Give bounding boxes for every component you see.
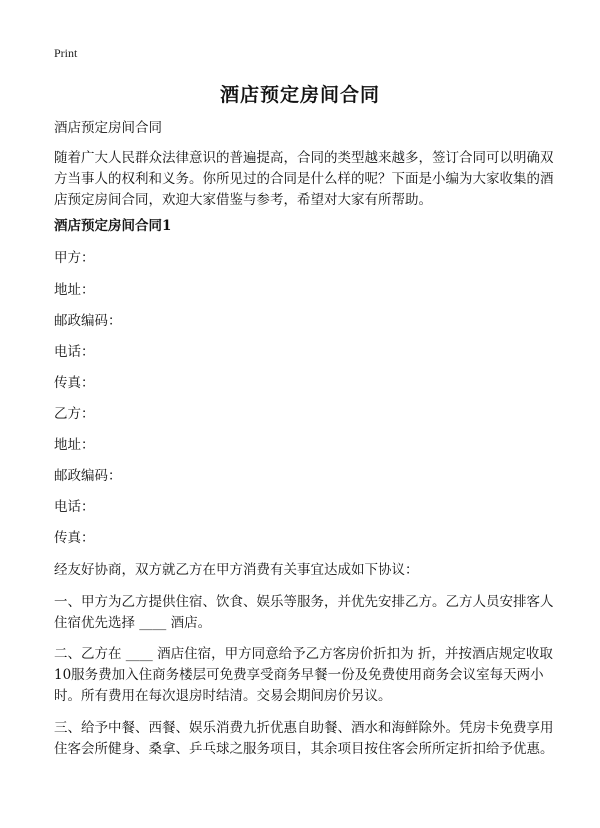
party-a-postcode: 邮政编码： bbox=[54, 313, 122, 329]
clause-1: 一、甲方为乙方提供住宿、饮食、娱乐等服务，并优先安排乙方。乙方人员安排客人住宿优先选择 ____ 酒店。 bbox=[54, 594, 554, 631]
party-a-phone: 电话： bbox=[54, 344, 95, 360]
document-subtitle: 酒店预定房间合同 bbox=[54, 120, 162, 136]
party-a-label: 甲方： bbox=[54, 250, 95, 266]
agreement-intro: 经友好协商，双方就乙方在甲方消费有关事宜达成如下协议： bbox=[54, 562, 419, 578]
section-heading: 酒店预定房间合同1 bbox=[54, 218, 172, 234]
party-b-label: 乙方： bbox=[54, 406, 95, 422]
party-b-postcode: 邮政编码： bbox=[54, 468, 122, 484]
party-b-fax: 传真： bbox=[54, 530, 95, 546]
party-b-phone: 电话： bbox=[54, 499, 95, 515]
page-title: 酒店预定房间合同 bbox=[219, 84, 380, 106]
clause-2: 二、乙方在 ____ 酒店住宿，甲方同意给予乙方客房价折扣为 折，并按酒店规定收取 10服务费加入住商务楼层可免费享受商务早餐一份及免费使用商务会议室每天两小时。所有费用在每次退房时结清。交易会期间房价另议。 bbox=[54, 646, 553, 704]
intro-paragraph: 随着广大人民群众法律意识的普遍提高，合同的类型越来越多，签订合同可以明确双方当事人的权利和义务。你所见过的合同是什么样的呢？下面是小编为大家收集的酒店预定房间合同，欢迎大家借鉴与参考，希望对大家有所帮助。 bbox=[54, 150, 554, 208]
party-a-fax: 传真： bbox=[54, 375, 95, 391]
clause-3: 三、给予中餐、西餐、娱乐消费九折优惠自助餐、酒水和海鲜除外。凭房卡免费享用住客会所健身、桑拿、乒乓球之服务项目，其余项目按住客会所所定折扣给予优惠。 bbox=[54, 720, 554, 757]
print-link[interactable]: Print bbox=[54, 46, 78, 60]
party-a-address: 地址： bbox=[54, 282, 95, 298]
party-b-address: 地址： bbox=[54, 437, 95, 453]
